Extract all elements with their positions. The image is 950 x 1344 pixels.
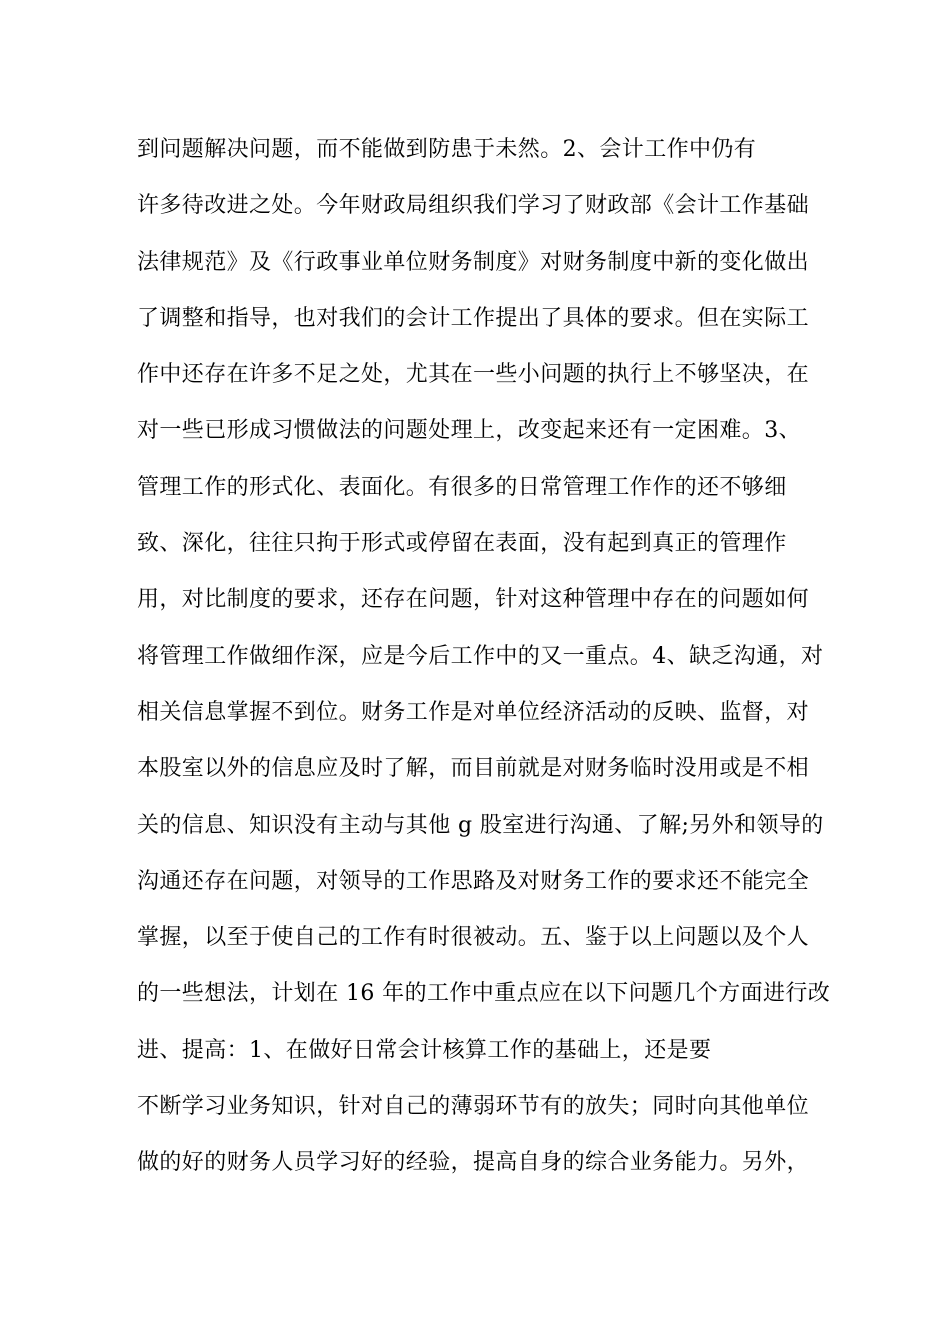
text-line: 掌握，以至于使自己的工作有时很被动。五、鉴于以上问题以及个人	[137, 925, 810, 951]
text-line: 关的信息、知识没有主动与其他 g 股室进行沟通、了解;另外和领导的	[137, 812, 824, 838]
text-line: 进、提高：1、在做好日常会计核算工作的基础上，还是要	[137, 1037, 712, 1063]
text-line: 作中还存在许多不足之处，尤其在一些小问题的执行上不够坚决，在	[137, 362, 810, 388]
text-line: 做的好的财务人员学习好的经验，提高自身的综合业务能力。另外，	[137, 1150, 810, 1176]
text-line: 相关信息掌握不到位。财务工作是对单位经济活动的反映、监督，对	[137, 699, 810, 725]
text-line: 本股室以外的信息应及时了解，而目前就是对财务临时没用或是不相	[137, 756, 810, 782]
text-line: 了调整和指导，也对我们的会计工作提出了具体的要求。但在实际工	[137, 305, 810, 331]
text-line: 对一些已形成习惯做法的问题处理上，改变起来还有一定困难。3、	[137, 418, 801, 444]
text-line: 沟通还存在问题，对领导的工作思路及对财务工作的要求还不能完全	[137, 868, 810, 894]
text-line: 管理工作的形式化、表面化。有很多的日常管理工作作的还不够细	[137, 474, 787, 500]
text-line: 用，对比制度的要求，还存在问题，针对这种管理中存在的问题如何	[137, 587, 810, 613]
text-line: 的一些想法，计划在 16 年的工作中重点应在以下问题几个方面进行改	[137, 981, 831, 1007]
text-line: 不断学习业务知识，针对自己的薄弱环节有的放失；同时向其他单位	[137, 1094, 810, 1120]
text-line: 许多待改进之处。今年财政局组织我们学习了财政部《会计工作基础	[137, 193, 810, 219]
text-line: 法律规范》及《行政事业单位财务制度》对财务制度中新的变化做出	[137, 249, 810, 275]
text-line: 到问题解决问题，而不能做到防患于未然。2、会计工作中仍有	[137, 137, 757, 162]
text-line: 致、深化，往往只拘于形式或停留在表面，没有起到真正的管理作	[137, 531, 787, 557]
body-text	[137, 131, 837, 1201]
text-line: 将管理工作做细作深，应是今后工作中的又一重点。4、缺乏沟通，对	[137, 643, 824, 669]
